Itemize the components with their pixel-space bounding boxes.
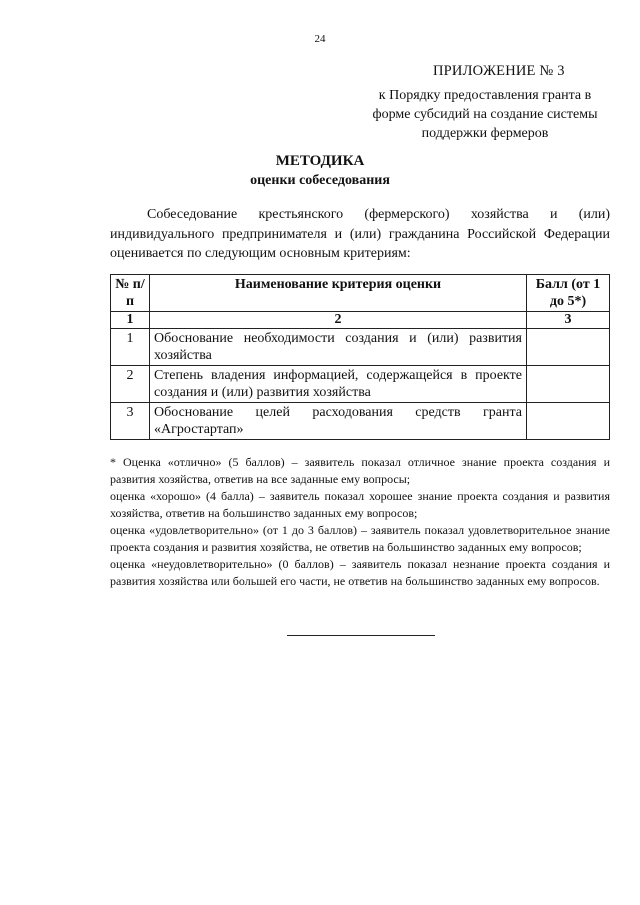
intro-paragraph: Собеседование крестьянского (фермерского) хозяйства и (или) индивидуального предпринимателя и (или) гражданина Российской Федерации оценивается по следующим основным критериям: xyxy=(110,207,610,261)
footnote: оценка «хорошо» (4 балла) – заявитель показал хорошее знание проекта создания и развития хозяйства, ответив на большинство заданных ему вопросов; xyxy=(110,489,610,520)
appendix-line: к Порядку предоставления гранта в xyxy=(378,88,592,103)
table-header-row xyxy=(111,275,610,312)
column-index: 2 xyxy=(150,312,527,329)
table-row xyxy=(111,329,610,366)
column-index-row xyxy=(111,312,610,329)
column-index: 1 xyxy=(111,312,150,329)
header-name: Наименование критерия оценки xyxy=(150,275,527,312)
score-cell[interactable] xyxy=(527,403,610,440)
criterion-name: Обоснование необходимости создания и (или) развития хозяйства xyxy=(150,329,527,366)
criteria-table xyxy=(110,274,610,440)
criterion-name: Степень владения информацией, содержащейся в проекте создания и (или) развития хозяйства xyxy=(150,366,527,403)
appendix-title: ПРИЛОЖЕНИЕ № 3 xyxy=(433,63,565,79)
criterion-name: Обоснование целей расходования средств гранта «Агростартап» xyxy=(150,403,527,440)
row-number: 2 xyxy=(111,366,150,403)
score-cell[interactable] xyxy=(527,329,610,366)
document-subtitle: оценки собеседования xyxy=(250,173,390,188)
score-cell[interactable] xyxy=(527,366,610,403)
table-row xyxy=(111,366,610,403)
appendix-line: поддержки фермеров xyxy=(421,126,549,141)
footnotes xyxy=(110,454,610,590)
header-score: Балл (от 1 до 5*) xyxy=(527,275,610,312)
footnote: * Оценка «отлично» (5 баллов) – заявитель показал отличное знание проекта создания и развития хозяйства, ответив на все заданные ему вопросы; xyxy=(110,455,610,486)
header-num: № п/п xyxy=(111,275,150,312)
table-row xyxy=(111,403,610,440)
page-number: 24 xyxy=(314,33,326,45)
document-heading xyxy=(0,152,640,190)
footnote: оценка «неудовлетворительно» (0 баллов) – заявитель показал незнание проекта создания и развития хозяйства или большей его части, не ответив на большинство заданных ему вопросов. xyxy=(110,557,610,588)
row-number: 3 xyxy=(111,403,150,440)
row-number: 1 xyxy=(111,329,150,366)
document-title: МЕТОДИКА xyxy=(275,153,365,169)
appendix-line: форме субсидий на создание системы xyxy=(372,107,598,122)
appendix-block xyxy=(360,62,610,143)
footnote: оценка «удовлетворительно» (от 1 до 3 баллов) – заявитель показал удовлетворительное знание проекта создания и развития хозяйства, не ответив на большинство заданных ему вопросов; xyxy=(110,523,610,554)
column-index: 3 xyxy=(527,312,610,329)
closing-rule xyxy=(287,635,435,636)
